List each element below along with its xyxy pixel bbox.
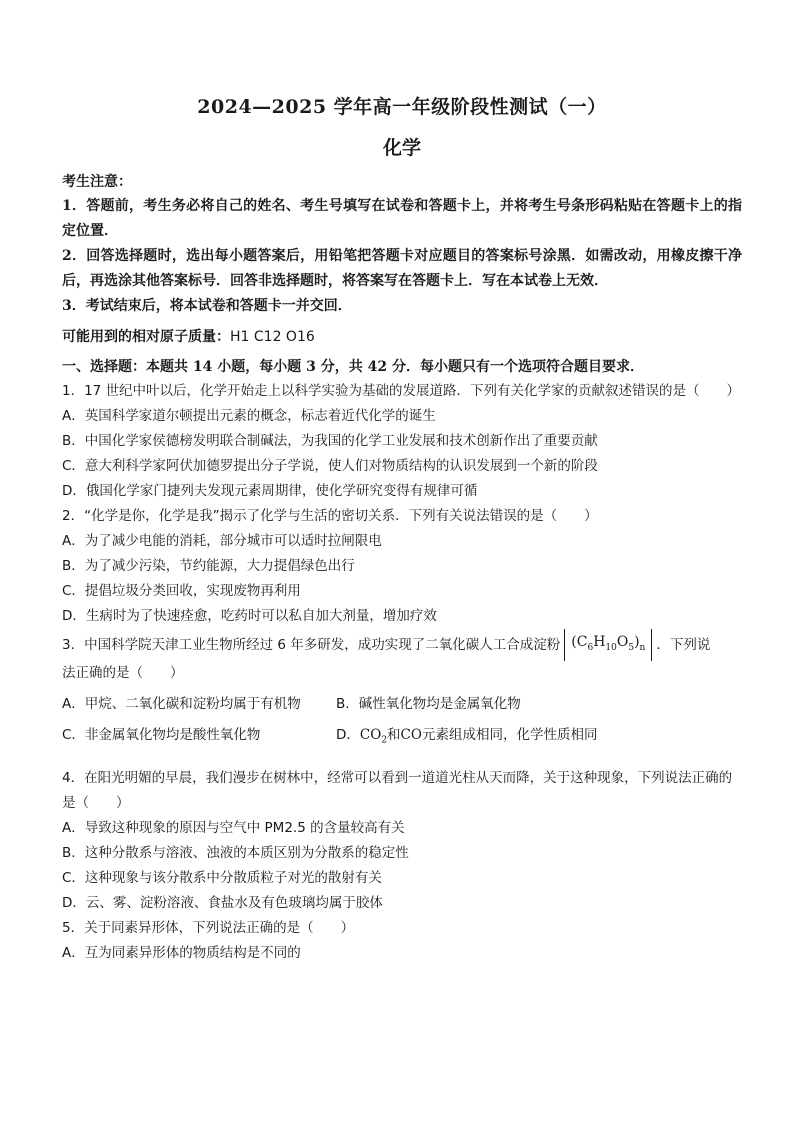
notice-item-2: 2．回答选择题时，选出每小题答案后，用铅笔把答题卡对应题目的答案标号涂黑．如需改动，用橡皮擦干净后，再选涂其他答案标号．回答非选择题时，将答案写在答题卡上．写在本试卷上无效． bbox=[62, 248, 742, 289]
question-stem: 5．关于同素异形体，下列说法正确的是（ ） bbox=[62, 919, 355, 936]
option-a: A．互为同素异形体的物质结构是不同的 bbox=[62, 944, 301, 961]
exam-title: 2024—2025 学年高一年级阶段性测试（一） bbox=[197, 96, 607, 118]
option-b: B．碱性氧化物均是金属氧化物 bbox=[336, 696, 521, 712]
co2-formula: $CO_2$ bbox=[359, 727, 388, 746]
question-4 bbox=[62, 766, 742, 916]
section-heading: 一、选择题：本题共 14 小题，每小题 3 分，共 42 分．每小题只有一个选项符合题目要求． bbox=[62, 359, 644, 375]
option-c: C．提倡垃圾分类回收，实现废物再利用 bbox=[62, 583, 301, 599]
option-a: A．为了减少电能的消耗，部分城市可以适时拉闸限电 bbox=[62, 533, 382, 549]
option-d: D．$CO_2$和CO元素组成相同，化学性质相同 bbox=[336, 727, 598, 746]
option-a: A．甲烷、二氧化碳和淀粉均属于有机物 bbox=[62, 696, 301, 712]
question-stem bbox=[62, 629, 742, 661]
question-1 bbox=[62, 379, 742, 504]
option-b: B．为了减少污染，节约能源，大力提倡绿色出行 bbox=[62, 558, 355, 574]
exam-page bbox=[62, 92, 742, 966]
notice-heading: 考生注意： bbox=[62, 174, 132, 190]
option-a: A．导致这种现象的原因与空气中 PM2.5 的含量较高有关 bbox=[62, 819, 405, 836]
subject-title: 化学 bbox=[382, 137, 421, 159]
starch-formula: $(C_6H_{10}O_5)_n$ bbox=[564, 629, 652, 661]
option-b: B．中国化学家侯德榜发明联合制碱法，为我国的化学工业发展和技术创新作出了重要贡献 bbox=[62, 433, 598, 449]
candidate-notice bbox=[62, 170, 742, 319]
atomic-mass-values: H1 C12 O16 bbox=[230, 329, 315, 345]
options-row-2 bbox=[62, 723, 742, 754]
option-c: C．非金属氧化物均是酸性氧化物 bbox=[62, 727, 261, 743]
options-row-1 bbox=[62, 692, 742, 717]
option-d-prefix: D． bbox=[336, 727, 360, 743]
question-2 bbox=[62, 504, 742, 629]
option-d: D．生病时为了快速痊愈，吃药时可以私自加大剂量，增加疗效 bbox=[62, 608, 437, 624]
question-5 bbox=[62, 916, 742, 966]
notice-item-1: 1．答题前，考生务必将自己的姓名、考生号填写在试卷和答题卡上，并将考生号条形码粘贴在答题卡上的指定位置． bbox=[62, 198, 742, 239]
option-a: A．英国科学家道尔顿提出元素的概念，标志着近代化学的诞生 bbox=[62, 408, 436, 424]
option-d: D．云、雾、淀粉溶液、食盐水及有色玻璃均属于胶体 bbox=[62, 894, 383, 911]
atomic-mass-label: 可能用到的相对原子质量： bbox=[62, 329, 230, 345]
stem-text: 3．中国科学院天津工业生物所经过 6 年多研发，成功实现了二氧化碳人工合成淀粉 bbox=[62, 637, 561, 653]
atomic-mass-line bbox=[62, 325, 742, 349]
notice-item-3: 3．考试结束后，将本试卷和答题卡一并交回． bbox=[62, 298, 352, 314]
co-formula: CO bbox=[400, 727, 422, 743]
option-c: C．意大利科学家阿伏加德罗提出分子学说，使人们对物质结构的认识发展到一个新的阶段 bbox=[62, 458, 598, 474]
question-3 bbox=[62, 629, 742, 754]
option-c: C．这种现象与该分散系中分散质粒子对光的散射有关 bbox=[62, 869, 382, 886]
question-stem: 2．“化学是你，化学是我”揭示了化学与生活的密切关系．下列有关说法错误的是（ ） bbox=[62, 508, 598, 524]
stem-text-tail: ．下列说 bbox=[656, 637, 711, 653]
question-stem: 4．在阳光明媚的早晨，我们漫步在树林中，经常可以看到一道道光柱从天而降，关于这种现象，下列说法正确的是（ ） bbox=[62, 769, 733, 811]
option-d-text: 元素组成相同，化学性质相同 bbox=[421, 727, 598, 743]
question-stem: 1．17 世纪中叶以后，化学开始走上以科学实验为基础的发展道路．下列有关化学家的贡献叙述错误的是（ ） bbox=[62, 383, 741, 399]
question-stem-line2: 法正确的是（ ） bbox=[62, 665, 184, 681]
option-d: D．俄国化学家门捷列夫发现元素周期律，使化学研究变得有规律可循 bbox=[62, 483, 478, 499]
option-b: B．这种分散系与溶液、浊液的本质区别为分散系的稳定性 bbox=[62, 844, 409, 861]
